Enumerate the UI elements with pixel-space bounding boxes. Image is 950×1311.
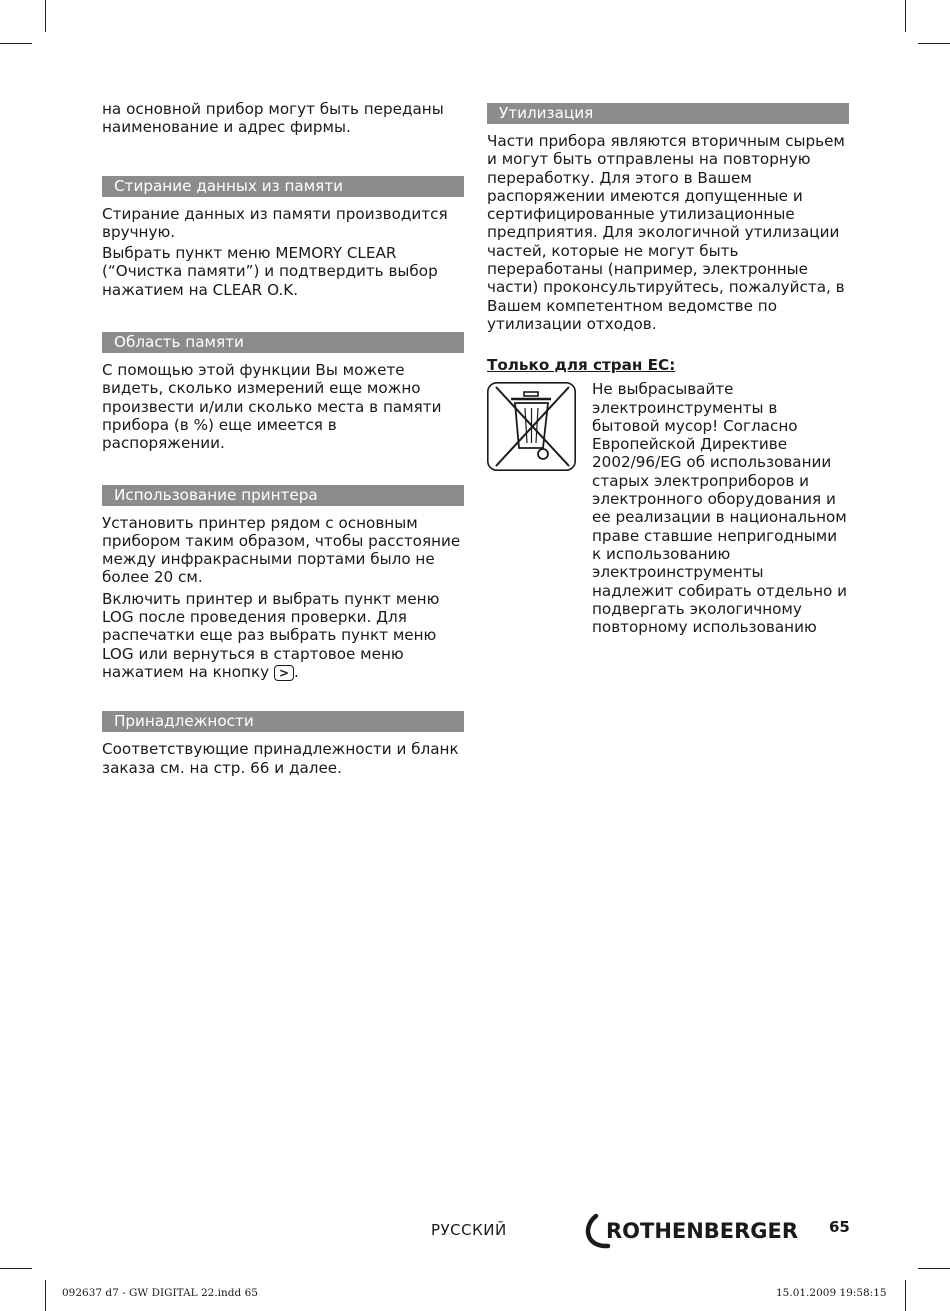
eu-notice	[487, 380, 849, 636]
crop-mark-bottom-right-h	[918, 1268, 950, 1269]
right-column	[487, 100, 849, 636]
printer-paragraph-1: Установить принтер рядом с основным прибором таким образом, чтобы расстояние между инфракрасными портами было не более 20 см.	[102, 513, 461, 587]
section-heading-accessories: Принадлежности	[102, 711, 464, 732]
intro-paragraph: на основной прибор могут быть переданы наименование и адрес фирмы.	[102, 100, 444, 137]
crop-mark-top-right-v	[905, 0, 906, 32]
page-number: 65	[829, 1218, 850, 1236]
left-column	[102, 100, 464, 780]
printer-paragraph-2-end: .	[294, 662, 299, 681]
section-heading-disposal: Утилизация	[487, 103, 849, 124]
section-heading-memory-area: Область памяти	[102, 332, 464, 353]
slug-file-info: 092637 d7 - GW DIGITAL 22.indd 65	[62, 1287, 258, 1299]
disposal-paragraph: Части прибора являются вторичным сырьем и могут быть отправлены на повторную переработку. Для этого в Вашем распоряжении имеются допущенные и сертифицированные утилизационные предприятия. Для экологичной утилизации частей, которые не могут быть переработаны (например, электронные части) проконсультируйтесь, пожалуйста, в Вашем компетентном ведомстве по утилизации отходов.	[487, 132, 845, 333]
section-heading-printer: Использование принтера	[102, 485, 464, 506]
eu-only-heading: Только для стран ЕС:	[487, 356, 676, 375]
crossed-out-bin-icon	[487, 382, 576, 471]
crop-mark-top-right-h	[918, 43, 950, 44]
logo-wordmark: ROTHENBERGER	[606, 1219, 798, 1243]
rothenberger-logo	[582, 1212, 802, 1250]
crop-mark-bottom-right-v	[905, 1280, 906, 1311]
memory-clear-paragraph-2: Выбрать пункт меню MEMORY CLEAR (“Очистка памяти”) и подтвердить выбор нажатием на CLEAR O.K.	[102, 244, 438, 299]
memory-area-paragraph: С помощью этой функции Вы можете видеть, сколько измерений еще можно произвести и/или сколько места в памяти прибора (в %) еще имеется в распоряжении.	[102, 361, 442, 453]
footer-language: РУССКИЙ	[431, 1221, 507, 1239]
section-heading-memory-clear: Стирание данных из памяти	[102, 176, 464, 197]
crop-mark-top-left-h	[0, 43, 32, 44]
crop-mark-bottom-left-h	[0, 1268, 32, 1269]
accessories-paragraph: Соответствующие принадлежности и бланк заказа см. на стр. 66 и далее.	[102, 740, 459, 777]
eu-notice-text: Не выбрасывайте электроинструменты в бытовой мусор! Согласно Европейской Директиве 2002/96/EG об использовании старых электроприборов и электронного оборудования и ее реализации в национальном праве ставшие непригодными к использованию электроинструменты надлежит собирать отдельно и подвергать экологичному повторному использованию	[592, 380, 848, 637]
memory-clear-paragraph-1: Стирание данных из памяти производится вручную.	[102, 204, 448, 241]
printer-paragraph-2	[102, 590, 464, 681]
printer-paragraph-2-text: Включить принтер и выбрать пункт меню LOG после проведения проверки. Для распечатки еще раз выбрать пункт меню LOG или вернуться в стартовое меню нажатием на кнопку	[102, 589, 440, 681]
crop-mark-bottom-left-v	[45, 1280, 46, 1311]
slug-datetime: 15.01.2009 19:58:15	[776, 1287, 887, 1299]
crop-mark-top-left-v	[45, 0, 46, 32]
next-key-icon: >	[274, 665, 294, 681]
